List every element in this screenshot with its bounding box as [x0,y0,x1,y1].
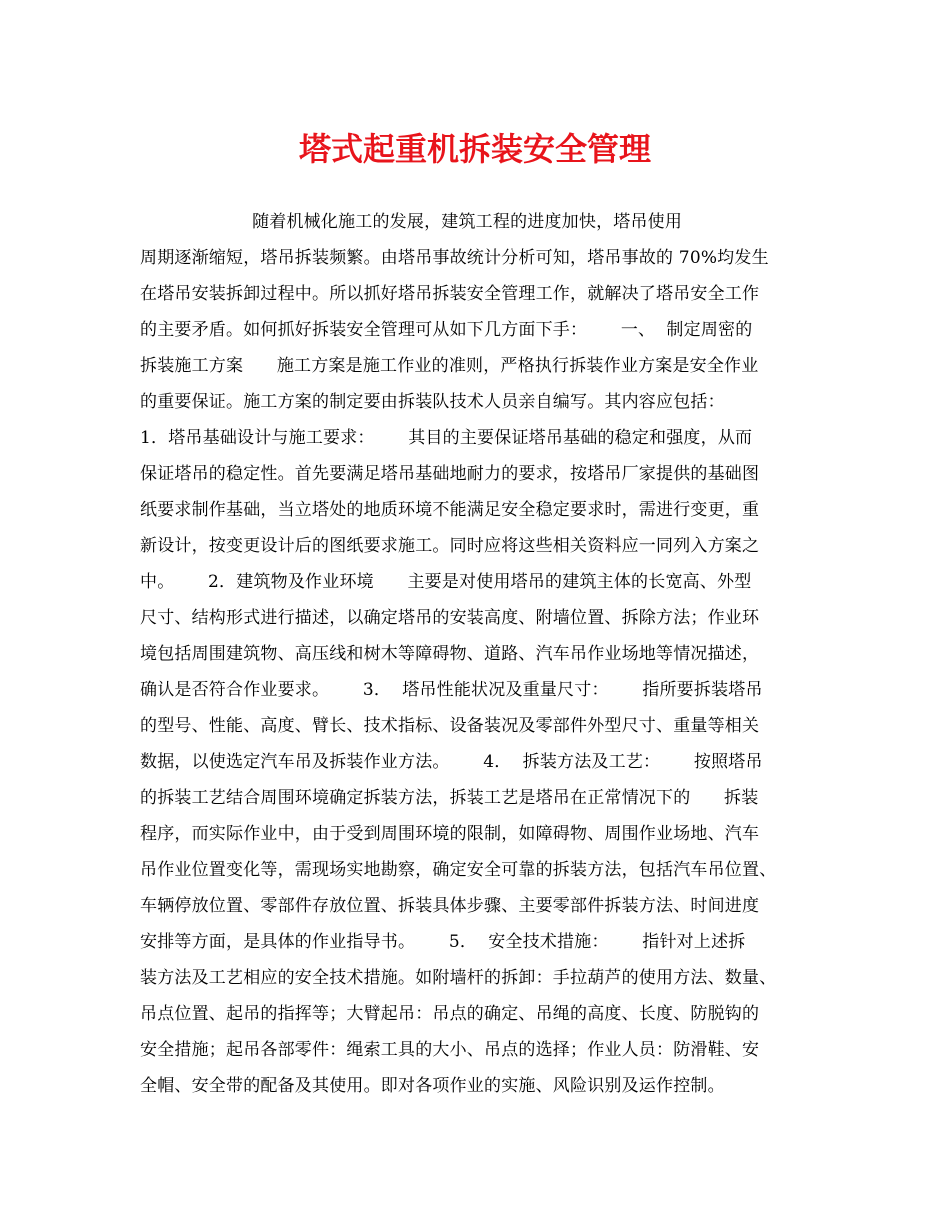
body-line: 中。 2．建筑物及作业环境 主要是对使用塔吊的建筑主体的长宽高、外型 [140,572,752,592]
body-line: 的型号、性能、高度、臂长、技术指标、设备装况及零部件外型尺寸、重量等相关 [140,716,760,736]
body-line: 装方法及工艺相应的安全技术措施。如附墙杆的拆卸：手拉葫芦的使用方法、数量、 [140,968,777,988]
body-line: 纸要求制作基础，当立塔处的地质环境不能满足安全稳定要求时，需进行变更，重 [140,500,760,520]
body-line: 随着机械化施工的发展，建筑工程的进度加快，塔吊使用 [140,212,683,232]
body-line: 拆装施工方案 施工方案是施工作业的准则，严格执行拆装作业方案是安全作业 [140,356,759,376]
body-line: 车辆停放位置、零部件存放位置、拆装具体步骤、主要零部件拆装方法、时间进度 [140,896,760,916]
document-title: 塔式起重机拆装安全管理 [298,130,651,168]
body-line: 在塔吊安装拆卸过程中。所以抓好塔吊拆装安全管理工作，就解决了塔吊安全工作 [140,284,760,304]
document-body [140,204,840,1104]
body-line: 保证塔吊的稳定性。首先要满足塔吊基础地耐力的要求，按塔吊厂家提供的基础图 [140,464,760,484]
body-line: 新设计，按变更设计后的图纸要求施工。同时应将这些相关资料应一同列入方案之 [140,536,760,556]
body-line: 安全措施；起吊各部零件：绳索工具的大小、吊点的选择；作业人员：防滑鞋、安 [140,1040,760,1060]
body-line: 吊作业位置变化等，需现场实地勘察，确定安全可靠的拆装方法，包括汽车吊位置、 [140,860,777,880]
body-line: 吊点位置、起吊的指挥等；大臂起吊：吊点的确定、吊绳的高度、长度、防脱钩的 [140,1004,760,1024]
body-line: 数据，以使选定汽车吊及拆装作业方法。 4． 拆装方法及工艺： 按照塔吊 [140,752,763,772]
body-line: 的主要矛盾。如何抓好拆装安全管理可从如下几方面下手： 一、 制定周密的 [140,320,753,340]
body-line: 周期逐渐缩短，塔吊拆装频繁。由塔吊事故统计分析可知，塔吊事故的 70%均发生 [140,248,769,268]
body-line: 安排等方面，是具体的作业指导书。 5． 安全技术措施： 指针对上述拆 [140,932,746,952]
body-line: 尺寸、结构形式进行描述，以确定塔吊的安装高度、附墙位置、拆除方法；作业环 [140,608,760,628]
body-line: 境包括周围建筑物、高压线和树木等障碍物、道路、汽车吊作业场地等情况描述， [140,644,760,664]
body-line: 的重要保证。施工方案的制定要由拆装队技术人员亲自编写。其内容应包括： [140,392,725,412]
body-line: 1．塔吊基础设计与施工要求： 其目的主要保证塔吊基础的稳定和强度，从而 [140,428,753,448]
body-line: 确认是否符合作业要求。 3． 塔吊性能状况及重量尺寸： 指所要拆装塔吊 [140,680,763,700]
body-line: 程序，而实际作业中，由于受到周围环境的限制，如障碍物、周围作业场地、汽车 [140,824,760,844]
body-line: 全帽、安全带的配备及其使用。即对各项作业的实施、风险识别及运作控制。 [140,1076,725,1096]
body-line: 的拆装工艺结合周围环境确定拆装方法，拆装工艺是塔吊在正常情况下的 拆装 [140,788,759,808]
